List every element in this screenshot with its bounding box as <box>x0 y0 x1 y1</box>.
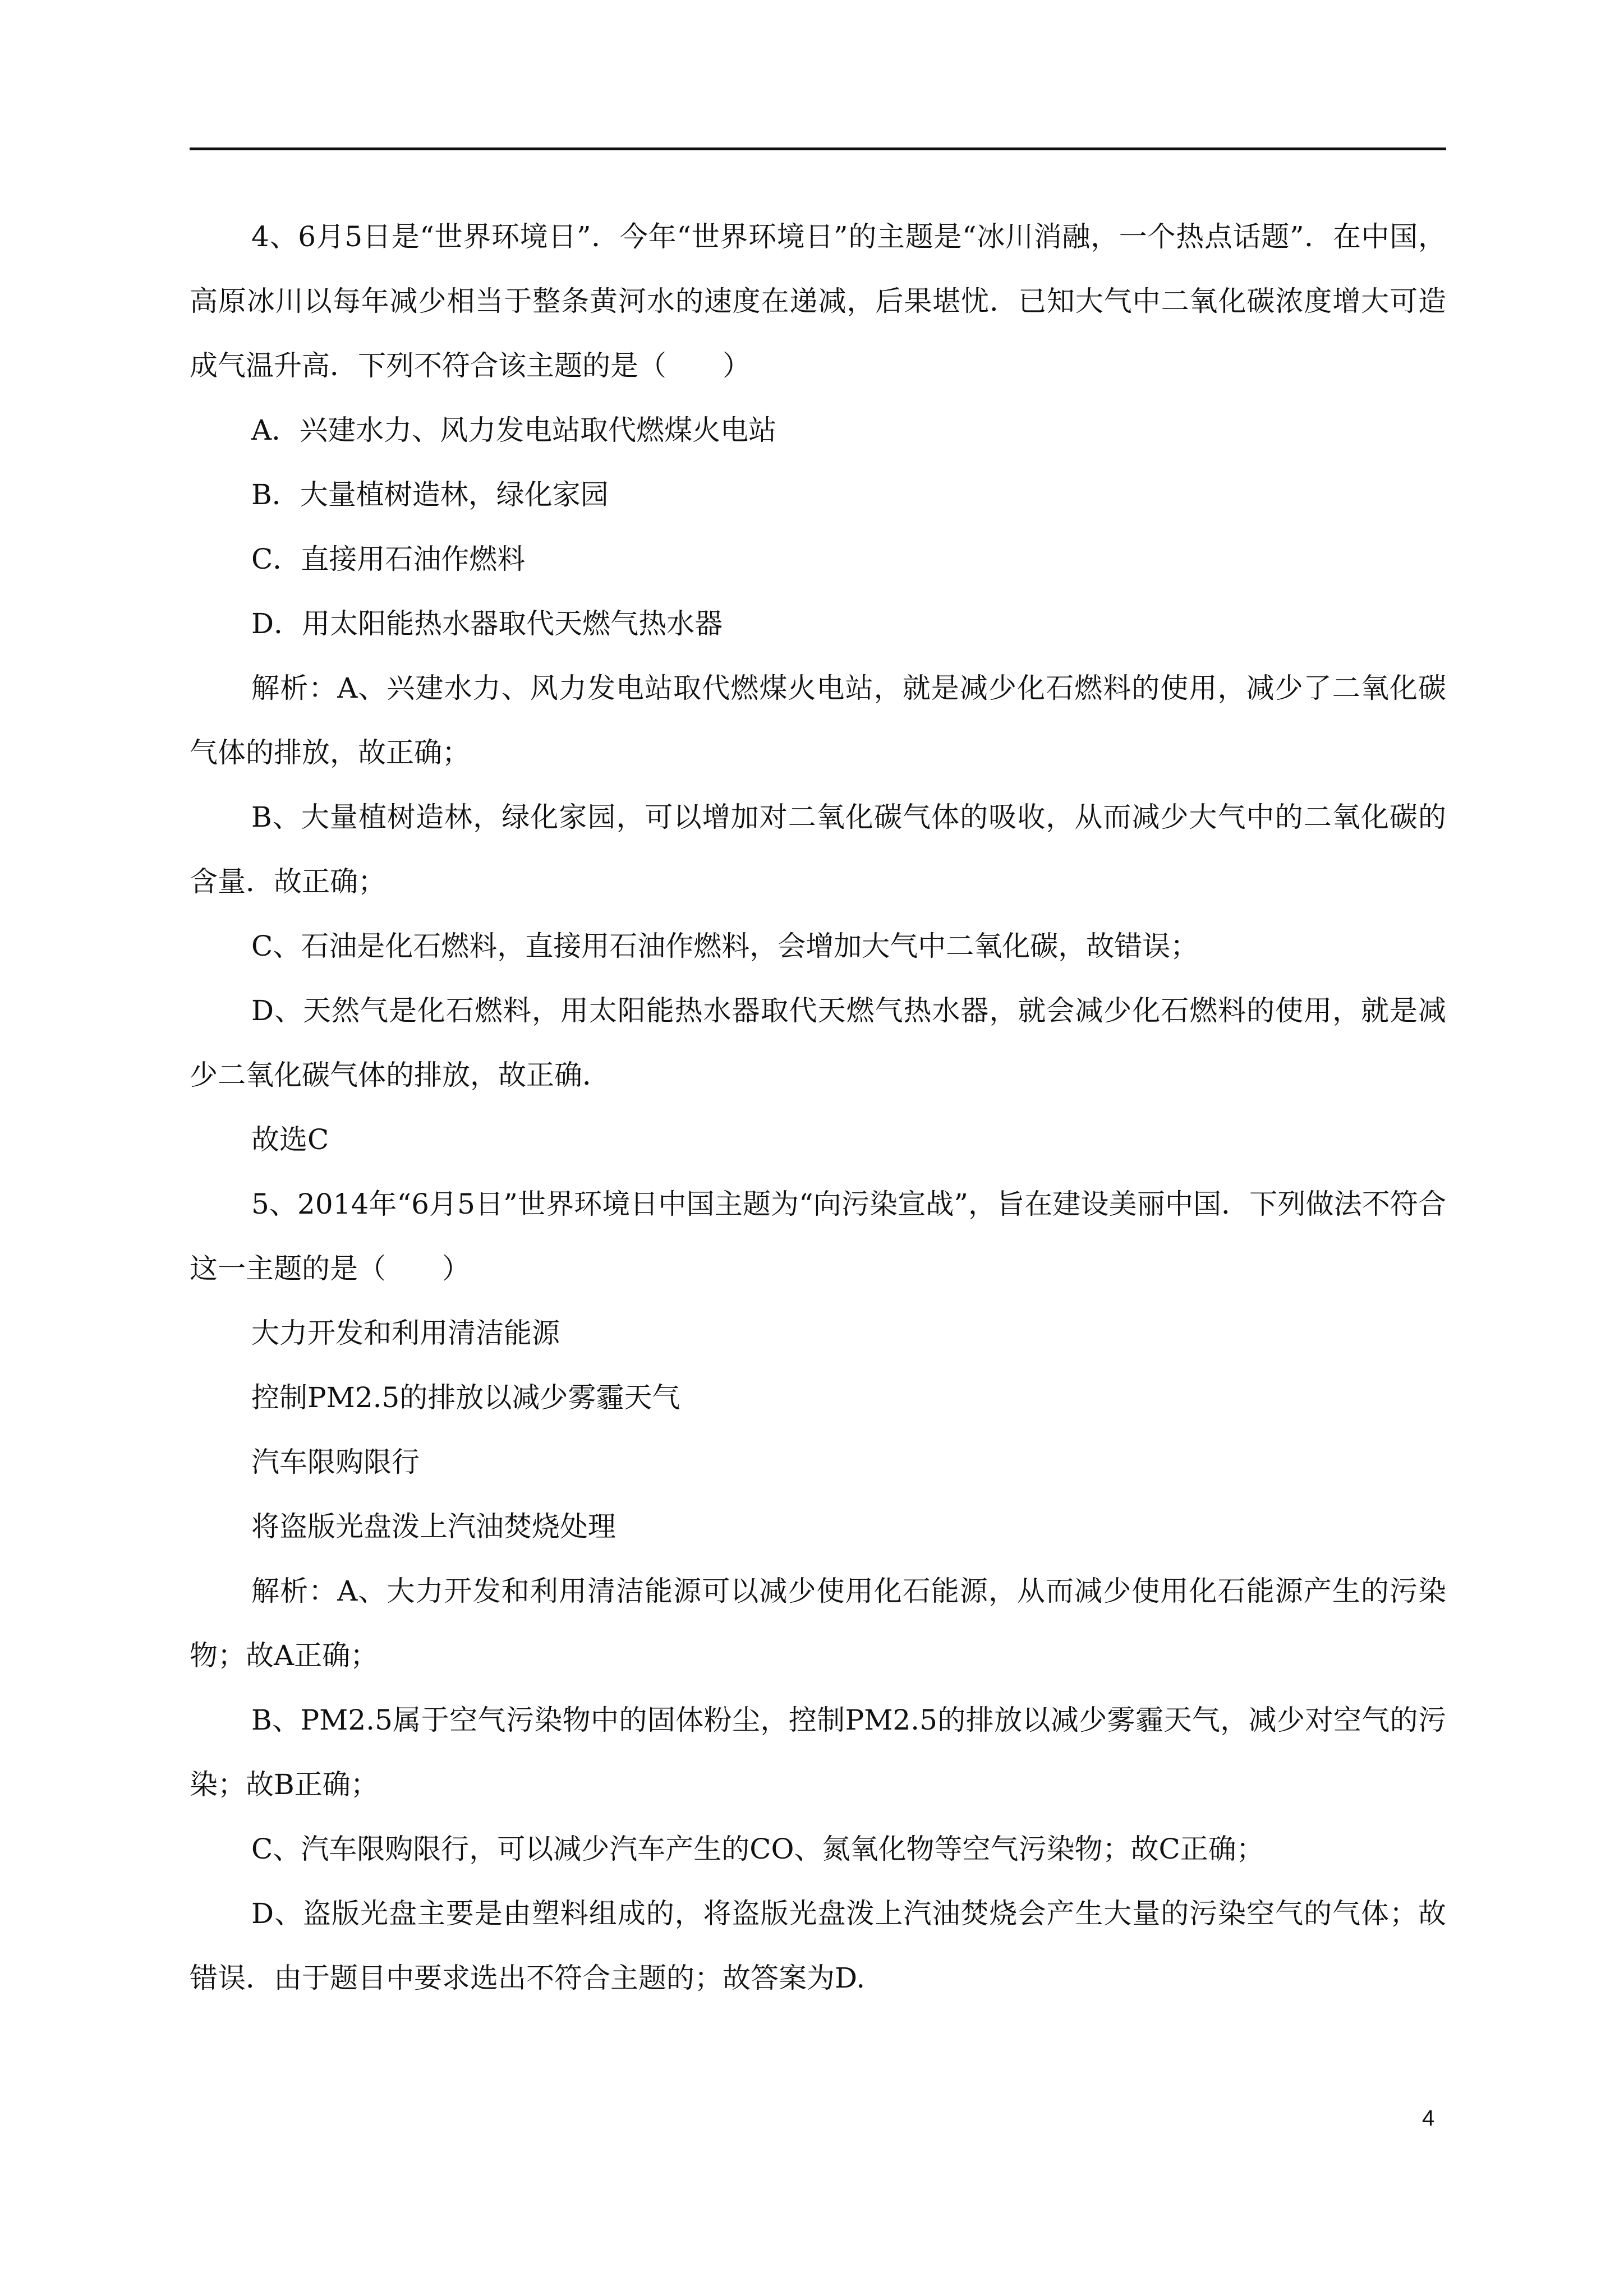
question-5-analysis-b: B、PM2.5属于空气污染物中的固体粉尘，控制PM2.5的排放以减少雾霾天气，减少对空气的污染；故B正确； <box>190 1704 1446 1801</box>
question-4-option-a: A．兴建水力、风力发电站取代燃煤火电站 <box>251 414 777 446</box>
question-4-option-b: B．大量植树造林，绿化家园 <box>251 478 609 511</box>
question-4-analysis-a: 解析：A、兴建水力、风力发电站取代燃煤火电站，就是减少化石燃料的使用，减少了二氧化碳气体的排放，故正确； <box>190 672 1446 769</box>
question-4-option-d: D．用太阳能热水器取代天燃气热水器 <box>251 607 723 640</box>
question-5-option-3: 汽车限购限行 <box>251 1446 420 1478</box>
page-content <box>190 205 1446 2011</box>
question-5-option-1: 大力开发和利用清洁能源 <box>251 1317 560 1349</box>
header-rule <box>190 147 1446 150</box>
question-5-stem: 5、2014年“6月5日”世界环境日中国主题为“向污染宣战”，旨在建设美丽中国．下列做法不符合这一主题的是（ ） <box>190 1188 1446 1285</box>
question-4-analysis-b: B、大量植树造林，绿化家园，可以增加对二氧化碳气体的吸收，从而减少大气中的二氧化碳的含量．故正确； <box>190 801 1446 898</box>
question-4-analysis-d: D、天然气是化石燃料，用太阳能热水器取代天燃气热水器，就会减少化石燃料的使用，就是减少二氧化碳气体的排放，故正确． <box>190 994 1446 1091</box>
question-4-option-c: C．直接用石油作燃料 <box>251 543 526 575</box>
question-5-analysis-d: D、盗版光盘主要是由塑料组成的，将盗版光盘泼上汽油焚烧会产生大量的污染空气的气体；故错误．由于题目中要求选出不符合主题的；故答案为D. <box>190 1897 1446 1994</box>
question-4-stem: 4、6月5日是“世界环境日”．今年“世界环境日”的主题是“冰川消融，一个热点话题”．在中国，高原冰川以每年减少相当于整条黄河水的速度在递减，后果堪忧．已知大气中二氧化碳浓度增大可造成气温升高．下列不符合该主题的是（ ） <box>190 220 1446 382</box>
page-number: 4 <box>1422 2106 1435 2131</box>
question-5-analysis-c: C、汽车限购限行，可以减少汽车产生的CO、氮氧化物等空气污染物；故C正确； <box>251 1833 1264 1865</box>
question-4-answer: 故选C <box>251 1123 329 1156</box>
question-5-analysis-a: 解析：A、大力开发和利用清洁能源可以减少使用化石能源，从而减少使用化石能源产生的污染物；故A正确； <box>190 1575 1446 1672</box>
question-5-option-4: 将盗版光盘泼上汽油焚烧处理 <box>251 1510 616 1543</box>
question-4-analysis-c: C、石油是化石燃料，直接用石油作燃料，会增加大气中二氧化碳，故错误； <box>251 930 1199 962</box>
question-5-option-2: 控制PM2.5的排放以减少雾霾天气 <box>251 1381 680 1414</box>
